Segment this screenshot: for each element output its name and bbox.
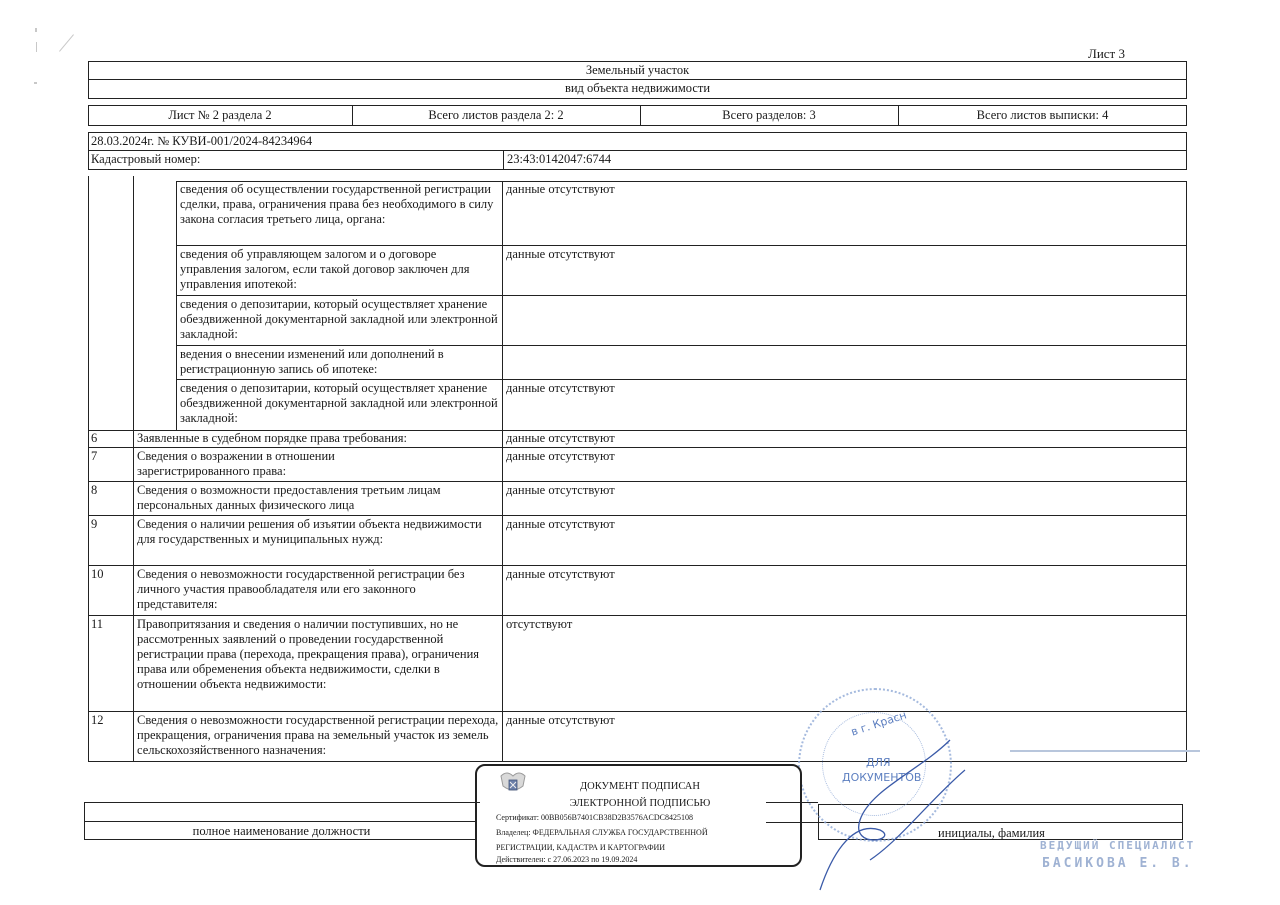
object-type-caption: вид объекта недвижимости [564,81,711,95]
row-value: отсутствуют [506,617,573,631]
esig-certificate: Сертификат: 00BB056B7401CB38D2B3576ACDC8425108 [496,813,693,822]
sub-row-label: сведения о депозитарии, который осуществляет хранение обездвиженной документарной закладной или электронной закладной: [180,297,498,341]
esig-validity: Действителен: с 27.06.2023 по 19.09.2024 [496,855,638,864]
row-label: Сведения о невозможности государственной регистрации перехода, прекращения, ограничения права на земельный участок из земель сельскохозяйственного назначения: [137,713,499,757]
stamp-center-text-2: ДОКУМЕНТОВ [842,771,922,784]
object-type: Земельный участок [585,63,690,77]
cadastral-label: Кадастровый номер: [91,152,201,166]
row-value: данные отсутствуют [506,567,615,581]
divider [503,150,504,170]
official-stamp-title: ВЕДУЩИЙ СПЕЦИАЛИСТ [1040,839,1196,852]
divider [88,79,1187,80]
scan-artifact [34,82,37,84]
emblem-icon [497,768,529,800]
sections-total: Всего разделов: 3 [722,108,816,122]
row-label: Сведения о возможности предоставления третьим лицам персональных данных физического лица [137,483,441,512]
sub-row-value: данные отсутствуют [506,381,615,395]
row-value: данные отсутствуют [506,517,615,531]
row-value: данные отсутствуют [506,431,615,445]
divider [84,821,479,822]
row-value: данные отсутствуют [506,483,615,497]
divider [766,802,818,803]
scan-artifact [35,28,37,32]
stamp-city-text: в г. Красн [849,708,909,739]
row-value: данные отсутствуют [506,713,615,727]
row-label: Сведения о наличии решения об изъятии объекта недвижимости для государственных и муниципальных нужд: [137,517,482,546]
divider [475,802,480,803]
row-number: 7 [91,449,98,463]
statement-sheets-total: Всего листов выписки: 4 [976,108,1109,122]
stamp-center-text-1: ДЛЯ [866,756,891,769]
row-number: 12 [91,713,104,727]
sub-row-label: сведения об управляющем залогом и о договоре управления залогом, если такой договор заключен для управления ипотекой: [180,247,470,291]
divider [766,822,818,823]
row-label: Заявленные в судебном порядке права требования: [137,431,407,445]
table-border-left [88,176,89,430]
sub-row-value [503,346,803,348]
official-stamp-name: БАСИКОВА Е. В. [1042,856,1194,871]
sub-row-label: ведения о внесении изменений или дополнений в регистрационную запись об ипотеке: [180,347,444,376]
divider [88,150,1187,151]
row-number: 9 [91,517,98,531]
page-label: Лист 3 [1088,46,1125,61]
statement-reference: 28.03.2024г. № КУВИ-001/2024-84234964 [91,134,313,148]
sub-row-value: данные отсутствуют [506,182,615,196]
sheet-number: Лист № 2 раздела 2 [168,108,272,122]
esig-owner-1: Владелец: ФЕДЕРАЛЬНАЯ СЛУЖБА ГОСУДАРСТВЕННОЙ [496,828,708,837]
handwritten-signature [810,730,980,895]
scan-artifact [59,34,74,51]
esig-owner-2: РЕГИСТРАЦИИ, КАДАСТРА И КАРТОГРАФИИ [496,843,666,852]
sub-row-value: данные отсутствуют [506,247,615,261]
sub-row-label: сведения о депозитарии, который осуществляет хранение обездвиженной документарной закладной или электронной закладной: [180,381,498,425]
sub-row-label: сведения об осуществлении государственной регистрации сделки, права, ограничения права без необходимого в силу закона согласия третьего лица, органа: [180,182,494,226]
row-value: данные отсутствуют [506,449,615,463]
row-number: 11 [91,617,104,631]
table-border-num [133,176,134,430]
name-caption: инициалы, фамилия [938,826,1045,840]
cadastral-number: 23:43:0142047:6744 [507,152,612,166]
scan-artifact [36,42,37,52]
row-number: 6 [91,431,98,445]
row-number: 10 [91,567,104,581]
section-sheets-total: Всего листов раздела 2: 2 [428,108,564,122]
row-number: 8 [91,483,98,497]
esig-title-1: ДОКУМЕНТ ПОДПИСАН [580,781,700,792]
row-label: Сведения о возражении в отношении зарегистрированного права: [137,449,335,478]
esig-title-2: ЭЛЕКТРОННОЙ ПОДПИСЬЮ [569,798,711,809]
position-caption: полное наименование должности [192,824,371,838]
sub-row-value [503,296,803,298]
row-label: Сведения о невозможности государственной регистрации без личного участия правообладателя или его законного представителя: [137,567,465,611]
faded-line [1010,750,1200,752]
row-label: Правопритязания и сведения о наличии поступивших, но не рассмотренных заявлений о проведении государственной регистрации права (перехода, прекращения права), ограничения права или обременения объекта недвижимости, сделки в отношении объекта недвижимости: [137,617,480,691]
